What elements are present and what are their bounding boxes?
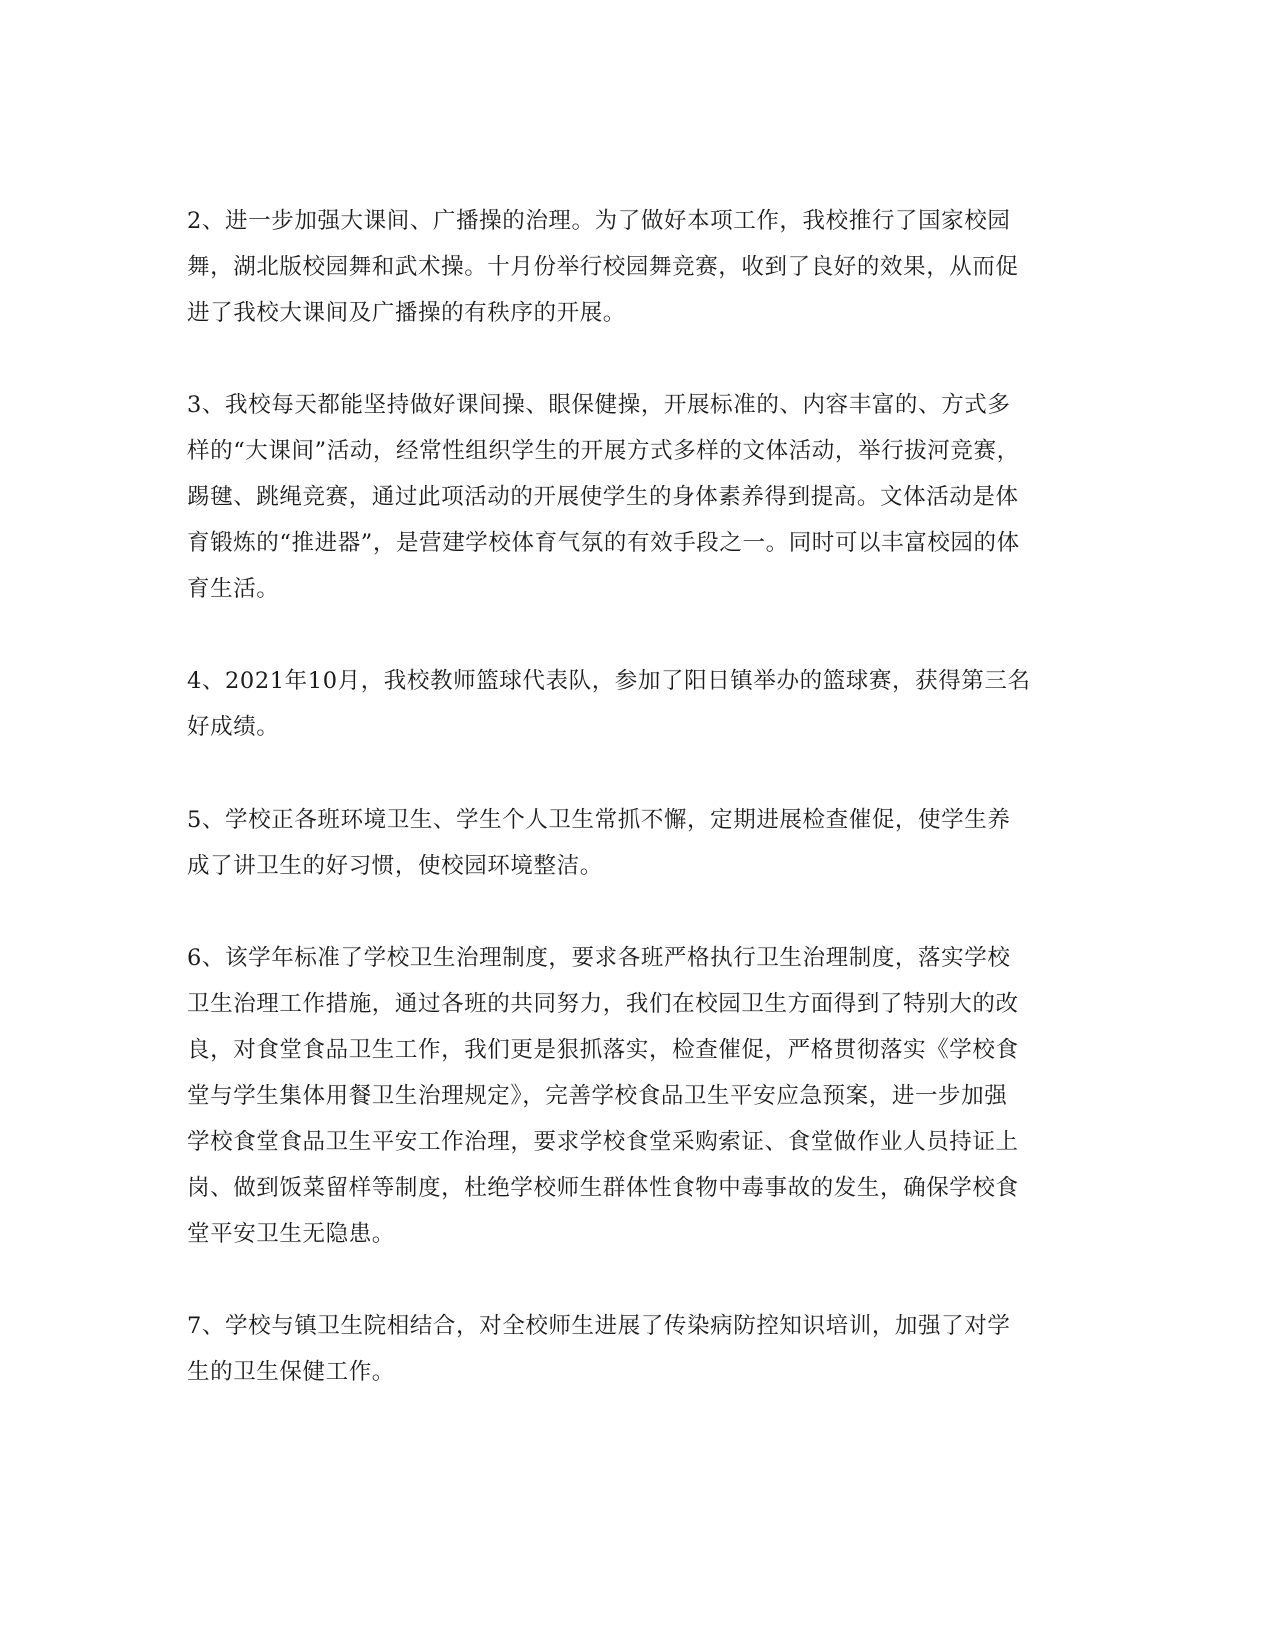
text-line: 7、学校与镇卫生院相结合，对全校师生进展了传染病防控知识培训，加强了对学 (187, 1313, 1011, 1339)
paragraph-item-5 (187, 797, 1087, 889)
text-line: 良，对食堂食品卫生工作，我们更是狠抓落实，检查催促，严格贯彻落实《学校食 (187, 1037, 1019, 1063)
text-line: 学校食堂食品卫生平安工作治理，要求学校食堂采购索证、食堂做作业人员持证上 (187, 1129, 1019, 1155)
text-line: 堂与学生集体用餐卫生治理规定》，完善学校食品卫生平安应急预案，进一步加强 (187, 1083, 1008, 1109)
paragraph-item-3 (187, 382, 1087, 612)
text-line: 4、2021年10月，我校教师篮球代表队，参加了阳日镇举办的篮球赛，获得第三名 (187, 668, 1031, 694)
text-line: 5、学校正各班环境卫生、学生个人卫生常抓不懈，定期进展检查催促，使学生养 (187, 807, 1011, 833)
paragraph-item-7 (187, 1303, 1087, 1395)
text-line: 好成绩。 (187, 714, 280, 740)
text-line: 育锻炼的“推进器”，是营建学校体育气氛的有效手段之一。同时可以丰富校园的体 (187, 530, 1020, 556)
text-line: 进了我校大课间及广播操的有秩序的开展。 (187, 300, 626, 326)
text-line: 卫生治理工作措施，通过各班的共同努力，我们在校园卫生方面得到了特别大的改 (187, 991, 1019, 1017)
text-line: 踢毽、跳绳竞赛，通过此项活动的开展使学生的身体素养得到提高。文体活动是体 (187, 484, 1019, 510)
text-line: 岗、做到饭菜留样等制度，杜绝学校师生群体性食物中毒事故的发生，确保学校食 (187, 1175, 1019, 1201)
text-line: 3、我校每天都能坚持做好课间操、眼保健操，开展标准的、内容丰富的、方式多 (187, 392, 1011, 418)
paragraph-item-2 (187, 198, 1087, 336)
text-line: 6、该学年标准了学校卫生治理制度，要求各班严格执行卫生治理制度，落实学校 (187, 945, 1011, 971)
paragraph-item-6 (187, 935, 1087, 1257)
text-line: 生的卫生保健工作。 (187, 1359, 395, 1385)
text-line: 育生活。 (187, 576, 280, 602)
text-line: 舞，湖北版校园舞和武术操。十月份举行校园舞竞赛，收到了良好的效果，从而促 (187, 254, 1019, 280)
text-line: 成了讲卫生的好习惯，使校园环境整洁。 (187, 853, 603, 879)
text-line: 堂平安卫生无隐患。 (187, 1221, 395, 1247)
text-line: 2、进一步加强大课间、广播操的治理。为了做好本项工作，我校推行了国家校园 (187, 208, 1011, 234)
paragraph-item-4 (187, 658, 1087, 750)
text-line: 样的“大课间”活动，经常性组织学生的开展方式多样的文体活动，举行拔河竞赛， (187, 438, 1020, 464)
